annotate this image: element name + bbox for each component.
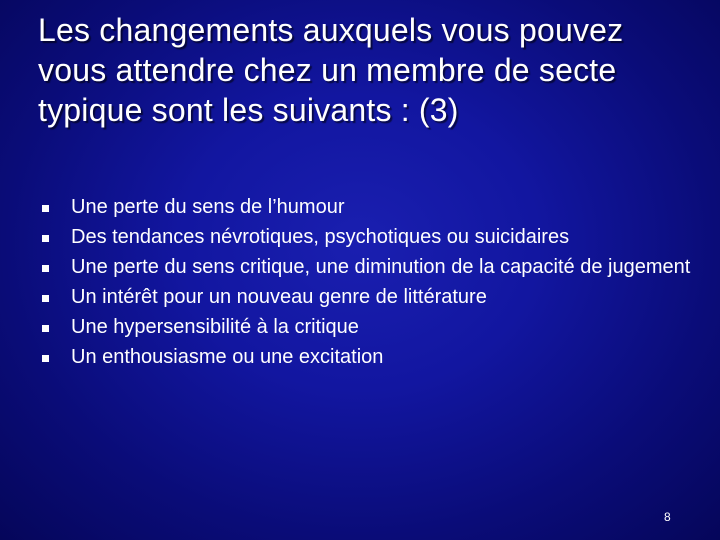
page-number: 8 bbox=[664, 510, 671, 524]
bullet-text: Une perte du sens critique, une diminution de la capacité de jugement bbox=[71, 256, 691, 278]
slide-title: Les changements auxquels vous pouvez vous attendre chez un membre de secte typique sont les suivants : (3) bbox=[38, 12, 624, 128]
square-bullet-icon bbox=[42, 355, 49, 362]
bullet-text: Une perte du sens de l’humour bbox=[71, 196, 345, 218]
bullet-text: Un enthousiasme ou une excitation bbox=[71, 346, 384, 368]
bullet-item bbox=[40, 195, 700, 219]
bullet-item bbox=[40, 345, 700, 369]
bullet-list bbox=[40, 195, 700, 375]
bullet-text: Un intérêt pour un nouveau genre de littérature bbox=[71, 286, 487, 308]
square-bullet-icon bbox=[42, 235, 49, 242]
bullet-item bbox=[40, 225, 700, 249]
square-bullet-icon bbox=[42, 265, 49, 272]
square-bullet-icon bbox=[42, 325, 49, 332]
square-bullet-icon bbox=[42, 295, 49, 302]
bullet-item bbox=[40, 285, 700, 309]
bullet-item bbox=[40, 255, 700, 279]
bullet-text: Une hypersensibilité à la critique bbox=[71, 316, 359, 338]
bullet-text: Des tendances névrotiques, psychotiques ou suicidaires bbox=[71, 226, 570, 248]
square-bullet-icon bbox=[42, 205, 49, 212]
bullet-item bbox=[40, 315, 700, 339]
